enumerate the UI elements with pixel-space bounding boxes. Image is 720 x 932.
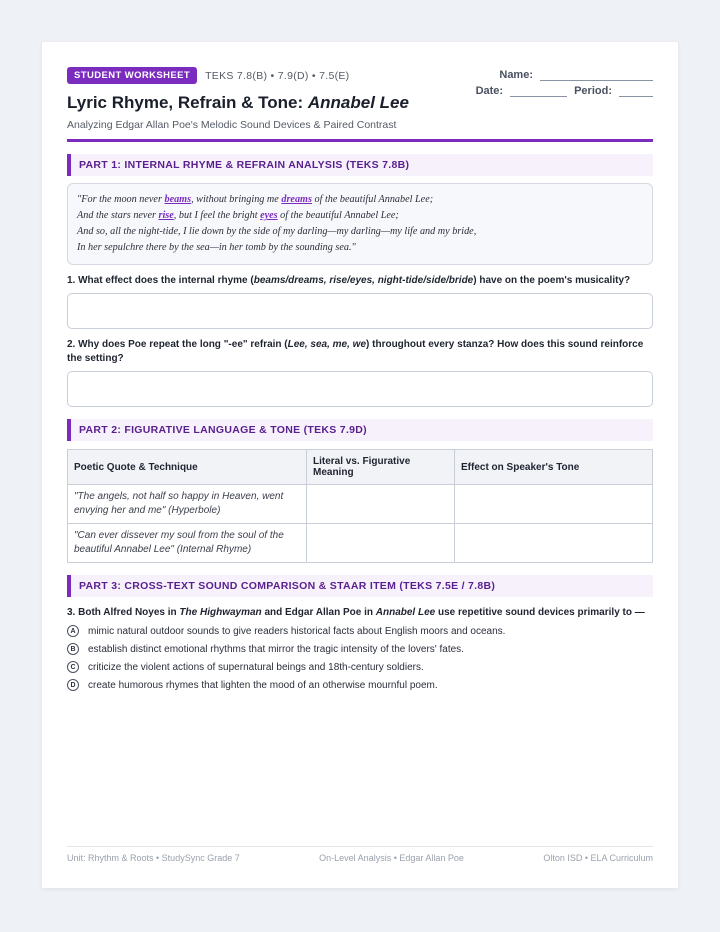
rhyme-highlight: rise bbox=[158, 210, 174, 221]
poem-line-3: And so, all the night-tide, I lie down by the side of my darling—my darling—my life and my bride, bbox=[77, 226, 477, 237]
footer-district: Olton ISD • ELA Curriculum bbox=[543, 853, 653, 863]
option-text: criticize the violent actions of supernatural beings and 18th-century soldiers. bbox=[88, 661, 424, 673]
question-text: 2. Why does Poe repeat the long "-ee" refrain ( bbox=[67, 339, 288, 350]
page-footer bbox=[67, 846, 653, 863]
poem-line-4: In her sepulchre there by the sea—in her tomb by the sounding sea." bbox=[77, 242, 356, 253]
option-c[interactable] bbox=[67, 660, 653, 674]
effect-answer-cell[interactable] bbox=[455, 485, 653, 524]
option-bubble-d[interactable]: D bbox=[67, 679, 79, 691]
poem-line-1 bbox=[77, 192, 643, 208]
quote-cell: "The angels, not half so happy in Heaven, went envying her and me" (Hyperbole) bbox=[68, 485, 307, 524]
question-emphasis: The Highwayman bbox=[179, 607, 262, 618]
footer-level: On-Level Analysis • Edgar Allan Poe bbox=[319, 853, 464, 863]
date-field[interactable] bbox=[510, 89, 567, 97]
option-text: create humorous rhymes that lighten the mood of an otherwise mournful poem. bbox=[88, 679, 438, 691]
footer-unit: Unit: Rhythm & Roots • StudySync Grade 7 bbox=[67, 853, 240, 863]
figurative-language-table bbox=[67, 449, 653, 563]
option-bubble-a[interactable]: A bbox=[67, 625, 79, 637]
teks-standards: TEKS 7.8(B) • 7.9(D) • 7.5(E) bbox=[205, 69, 350, 82]
poem-text: , without bringing me bbox=[191, 194, 282, 205]
question-emphasis: Lee, sea, me, we bbox=[287, 339, 367, 350]
part3-heading: PART 3: CROSS-TEXT SOUND COMPARISON & STAAR ITEM (TEKS 7.5E / 7.8B) bbox=[67, 575, 653, 597]
period-field[interactable] bbox=[619, 89, 653, 97]
worksheet-header bbox=[67, 67, 653, 131]
poem-line-2 bbox=[77, 208, 643, 224]
question-1 bbox=[67, 274, 653, 288]
worksheet-page bbox=[42, 42, 678, 888]
title-emphasis: Annabel Lee bbox=[307, 93, 409, 112]
student-info-box bbox=[473, 67, 653, 97]
title-main: Lyric Rhyme, Refrain & Tone: bbox=[67, 93, 308, 112]
page-subtitle: Analyzing Edgar Allan Poe's Melodic Sound Devices & Paired Contrast bbox=[67, 119, 397, 131]
part2-heading: PART 2: FIGURATIVE LANGUAGE & TONE (TEKS 7.9D) bbox=[67, 419, 653, 441]
question-emphasis: Annabel Lee bbox=[375, 607, 436, 618]
poem-text: , but I feel the bright bbox=[173, 210, 261, 221]
question-text: use repetitive sound devices primarily to — bbox=[435, 607, 645, 618]
option-text: establish distinct emotional rhythms that mirror the tragic intensity of the lovers' fates. bbox=[88, 643, 464, 655]
question-3 bbox=[67, 606, 653, 620]
date-period-row bbox=[473, 83, 653, 97]
quote-cell: "Can ever dissever my soul from the soul of the beautiful Annabel Lee" (Internal Rhyme) bbox=[68, 524, 307, 563]
question-emphasis: beams/dreams, rise/eyes, night-tide/side/bride bbox=[253, 275, 474, 286]
meaning-answer-cell[interactable] bbox=[307, 485, 455, 524]
name-row bbox=[473, 67, 653, 81]
answer-options bbox=[67, 624, 653, 692]
answer-box-2[interactable] bbox=[67, 371, 653, 407]
header-divider bbox=[67, 139, 653, 142]
option-bubble-b[interactable]: B bbox=[67, 643, 79, 655]
rhyme-highlight: beams bbox=[164, 194, 192, 205]
option-b[interactable] bbox=[67, 642, 653, 656]
column-header-quote: Poetic Quote & Technique bbox=[68, 450, 307, 485]
poem-text: And the stars never bbox=[77, 210, 159, 221]
poem-excerpt bbox=[67, 183, 653, 265]
question-text: 1. What effect does the internal rhyme ( bbox=[67, 275, 254, 286]
option-d[interactable] bbox=[67, 678, 653, 692]
date-label: Date: bbox=[475, 85, 504, 97]
worksheet-badge: STUDENT WORKSHEET bbox=[67, 67, 197, 84]
poem-text: of the beautiful Annabel Lee; bbox=[311, 194, 434, 205]
question-text: ) throughout every stanza? How does this sound reinforce the setting? bbox=[67, 339, 644, 364]
table-header-row bbox=[68, 450, 653, 485]
column-header-meaning: Literal vs. Figurative Meaning bbox=[307, 450, 455, 485]
option-text: mimic natural outdoor sounds to give readers historical facts about English moors and oceans. bbox=[88, 625, 506, 637]
rhyme-highlight: dreams bbox=[281, 194, 312, 205]
column-header-effect: Effect on Speaker's Tone bbox=[455, 450, 653, 485]
meaning-answer-cell[interactable] bbox=[307, 524, 455, 563]
rhyme-highlight: eyes bbox=[260, 210, 278, 221]
question-text: ) have on the poem's musicality? bbox=[473, 275, 631, 286]
question-text: and Edgar Allan Poe in bbox=[261, 607, 376, 618]
name-label: Name: bbox=[499, 69, 533, 81]
poem-text: of the beautiful Annabel Lee; bbox=[277, 210, 399, 221]
name-field[interactable] bbox=[540, 73, 653, 81]
part1-heading: PART 1: INTERNAL RHYME & REFRAIN ANALYSIS (TEKS 7.8B) bbox=[67, 154, 653, 176]
table-row bbox=[68, 524, 653, 563]
question-text: 3. Both Alfred Noyes in bbox=[67, 607, 180, 618]
worksheet-content bbox=[67, 67, 653, 692]
option-a[interactable] bbox=[67, 624, 653, 638]
period-label: Period: bbox=[574, 85, 612, 97]
option-bubble-c[interactable]: C bbox=[67, 661, 79, 673]
question-2 bbox=[67, 338, 653, 366]
answer-box-1[interactable] bbox=[67, 293, 653, 329]
effect-answer-cell[interactable] bbox=[455, 524, 653, 563]
poem-text: "For the moon never bbox=[77, 194, 165, 205]
table-row bbox=[68, 485, 653, 524]
